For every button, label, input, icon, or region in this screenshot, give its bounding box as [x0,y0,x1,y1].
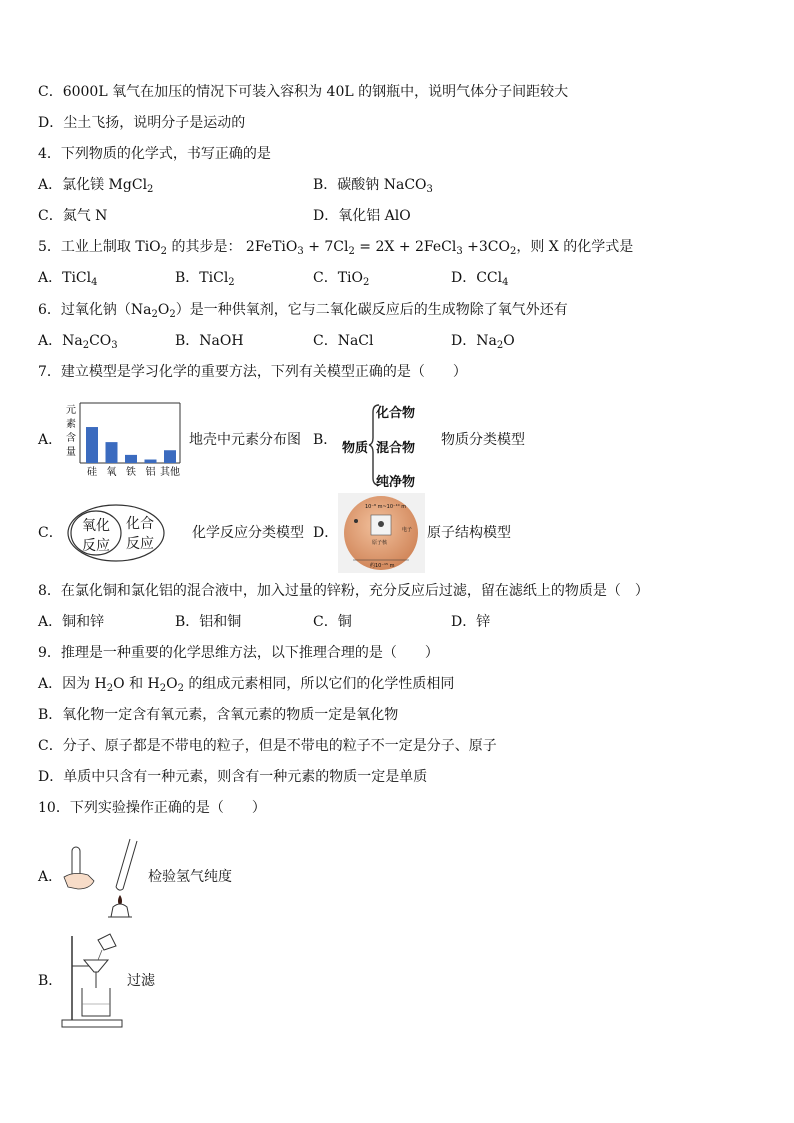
q5-option-d: D．CCl$_4$ [451,270,509,288]
q4-option-d: D．氧化铝 AlO [313,208,411,224]
q5-option-c: C．TiO$_2$ [313,270,370,288]
q7-option-c-label: C． [38,525,63,541]
q10-option-a-label: A． [38,869,63,885]
q6-option-a: A．$Na_2CO_3$ [38,333,118,351]
chart-category-label: 其他 [160,467,180,477]
inner-ellipse-line1: 氧化 [82,518,110,534]
question-5: 5．工业上制取 TiO$_2$ 的其步是： 2FeTiO$_3$ + $7Cl_2 = 2X$ + 2FeCl$_3$ $+3CO_2$，则 X 的化学式是 [38,239,634,257]
inner-ellipse-line2: 反应 [82,538,110,554]
chart-ylabel-char: 量 [66,447,76,458]
q4-option-a: A．氯化镁 MgCl$_2$ [38,177,154,195]
chart-bar-2 [125,455,137,463]
chart-ylabel-char: 含 [66,433,76,444]
q7-option-b-caption: 物质分类模型 [441,432,525,448]
nucleus-label: 原子核 [372,540,388,546]
chart-bar-0 [86,427,98,463]
chart-bar-1 [106,442,118,463]
q10-option-b-caption: 过滤 [127,973,155,989]
electron-label: 电子 [402,527,413,533]
question-4: 4．下列物质的化学式，书写正确的是 [38,146,271,162]
q6-option-d: D．$Na_2O$ [451,333,515,351]
q8-option-b: B．铝和铜 [175,614,242,630]
classification-item-mixture: 混合物 [376,441,416,456]
q7-option-b-label: B． [313,432,338,448]
reaction-classification-model [66,503,166,563]
chart-category-label: 氧 [106,467,117,477]
q10-option-b-label: B． [38,973,63,989]
outer-ellipse-line2: 反应 [126,536,154,552]
classification-root: 物质 [342,441,369,456]
q5-option-b: B．TiCl$_2$ [175,270,235,288]
q8-option-d: D．锌 [451,614,491,630]
matter-classification-model [340,400,424,490]
classification-item-compound: 化合物 [376,406,416,421]
q6-option-c: C．NaCl [313,333,374,349]
question-10: 10．下列实验操作正确的是（ ） [38,800,266,816]
chart-category-label: 铝 [145,467,156,477]
q10-option-a-caption: 检验氢气纯度 [148,869,232,885]
chart-category-label: 硅 [87,467,97,477]
q7-option-d-label: D． [313,525,339,541]
crust-element-chart [64,401,184,477]
filtration-figure [60,932,124,1030]
q7-option-a-label: A． [38,432,63,448]
q4-option-c: C．氮气 N [38,208,108,224]
q3-option-c: C．6000L 氧气在加压的情况下可装入容积为 40L 的钢瓶中，说明气体分子间距较大 [38,84,569,100]
q4-option-b: B．碳酸钠 NaCO$_3$ [313,177,433,195]
classification-item-pure: 纯净物 [376,475,416,490]
atom-structure-model [338,493,425,573]
q9-option-c: C．分子、原子都是不带电的粒子，但是不带电的粒子不一定是分子、原子 [38,738,497,754]
chart-bar-3 [145,460,157,463]
question-7: 7．建立模型是学习化学的重要方法，下列有关模型正确的是（ ） [38,364,467,380]
q5-option-a: A．TiCl$_4$ [38,270,98,288]
q9-option-b: B．氧化物一定含有氧元素，含氧元素的物质一定是氧化物 [38,707,399,723]
outer-ellipse-line1: 化合 [126,516,154,532]
chart-category-label: 铁 [126,467,136,477]
q6-option-b: B．NaOH [175,333,244,349]
question-9: 9．推理是一种重要的化学思维方法，以下推理合理的是（ ） [38,645,439,661]
question-6: 6．过氧化钠$(Na_2O_2)$是一种供氧剂，它与二氧化碳反应后的生成物除了氧气外还有 [38,302,568,320]
q7-option-a-caption: 地壳中元素分布图 [189,432,301,448]
q7-option-c-caption: 化学反应分类模型 [192,525,304,541]
atom-size-label: 10⁻⁸ m~10⁻¹⁰ m [365,504,407,510]
chart-ylabel-char: 素 [66,419,76,430]
q8-option-c: C．铜 [313,614,352,630]
question-8: 8．在氯化铜和氯化铝的混合液中，加入过量的锌粉，充分反应后过滤，留在滤纸上的物质是（ ） [38,583,649,599]
q9-option-a: A．因为 $H_2O$ 和 $H_2O_2$ 的组成元素相同，所以它们的化学性质相同 [38,676,455,694]
nucleus-size-label: 约10⁻¹⁵ m [370,563,395,569]
q8-option-a: A．铜和锌 [38,614,105,630]
chart-ylabel-char: 元 [66,405,76,416]
q9-option-d: D．单质中只含有一种元素，则含有一种元素的物质一定是单质 [38,769,428,785]
chart-bar-4 [164,450,176,463]
q3-option-d: D．尘土飞扬，说明分子是运动的 [38,115,246,131]
hydrogen-purity-figure [62,835,144,919]
q7-option-d-caption: 原子结构模型 [427,525,511,541]
